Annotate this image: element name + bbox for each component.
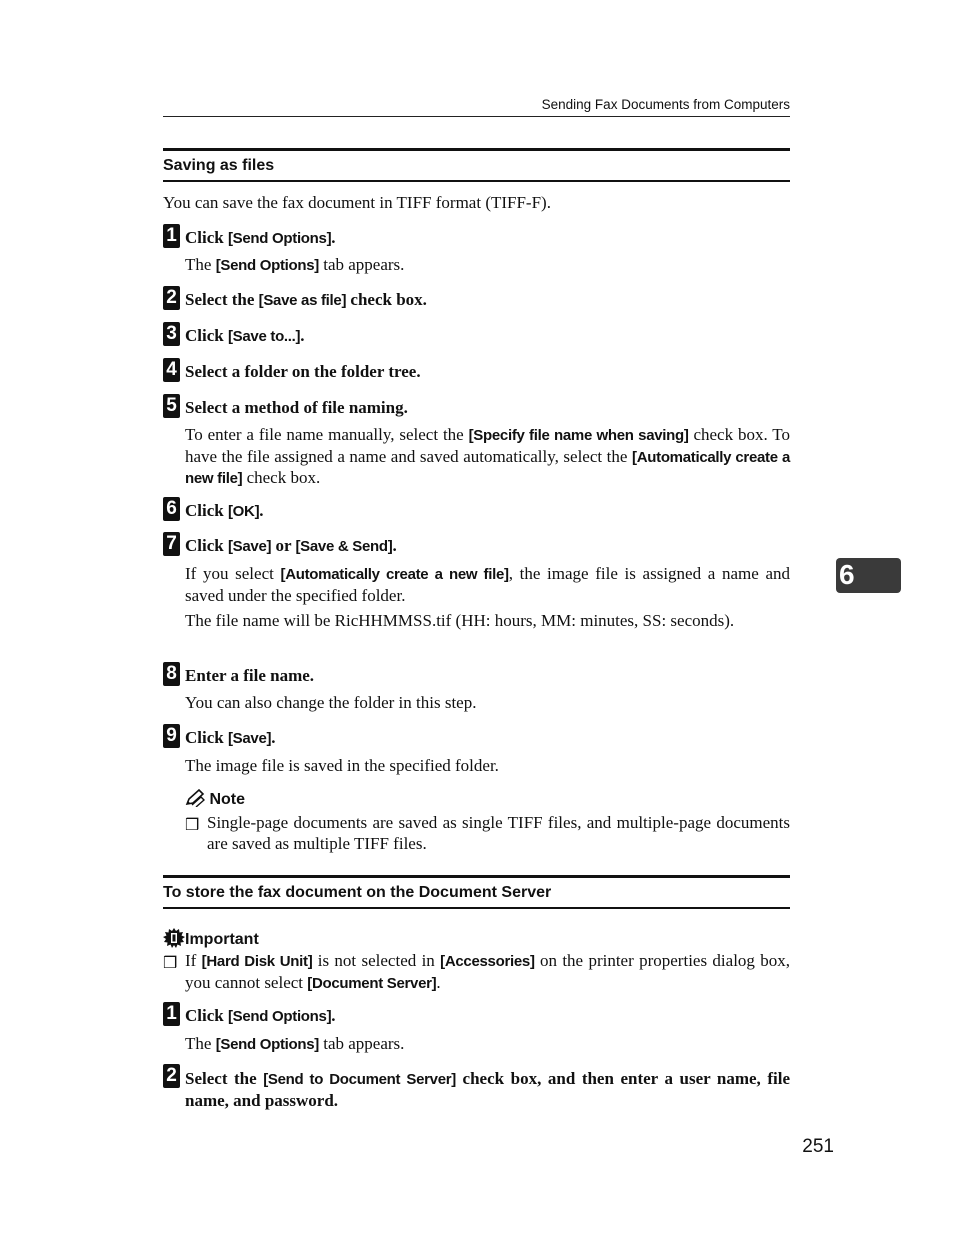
important-badge-icon [163, 928, 185, 948]
step-label: Click [Save to...]. [185, 326, 305, 345]
step-7-filename-note: The file name will be RicHHMMSS.tif (HH: hours, MM: minutes, SS: seconds). [185, 611, 735, 630]
step-number: 4 [163, 358, 180, 382]
step-label: Click [OK]. [185, 501, 264, 520]
running-header-title: Sending Fax Documents from Computers [541, 97, 790, 112]
step-number: 8 [163, 662, 180, 686]
note-heading [185, 789, 245, 809]
section-intro: You can save the fax document in TIFF format (TIFF-F). [163, 193, 551, 212]
step-1 [163, 224, 790, 250]
step-number: 2 [163, 1064, 180, 1088]
step-2-document-server [163, 1064, 790, 1112]
section-title: To store the fax document on the Document Server [163, 884, 552, 901]
step-6 [163, 497, 790, 523]
step-label: Click [Send Options]. [185, 228, 336, 247]
step-number: 1 [163, 1002, 180, 1026]
checkbox-bullet-icon: ❒ [163, 955, 178, 972]
section-heading-saving-as-files [163, 148, 790, 182]
section-heading-document-server [163, 875, 790, 909]
step-8 [163, 662, 790, 688]
note-label: Note [209, 791, 246, 808]
important-heading [163, 928, 259, 949]
important-label: Important [185, 931, 259, 948]
step-9-description: The image file is saved in the specified folder. [185, 756, 499, 775]
step-number: 6 [163, 497, 180, 521]
note-item: Single-page documents are saved as single TIFF files, and multiple-page documents are saved as multiple TIFF files. [207, 813, 790, 853]
step-1-description: The [Send Options] tab appears. [185, 255, 405, 274]
step-number: 3 [163, 322, 180, 346]
step-number: 7 [163, 532, 180, 556]
running-header [163, 96, 790, 117]
step-3 [163, 322, 790, 348]
section-title: Saving as files [163, 157, 275, 174]
chapter-tab [836, 558, 901, 593]
checkbox-bullet-icon: ❒ [185, 817, 200, 834]
step-7 [163, 532, 790, 558]
step-label: Select a method of file naming. [185, 398, 408, 417]
page-number: 251 [802, 1136, 834, 1157]
step-1-document-server [163, 1002, 790, 1028]
step-label: Click [Save] or [Save & Send]. [185, 536, 397, 555]
step-number: 2 [163, 286, 180, 310]
step-label: Select a folder on the folder tree. [185, 362, 421, 381]
step-4 [163, 358, 790, 384]
step-5-description: To enter a file name manually, select the [Specify file name when saving] check box. To have the file assigned a name and saved automatically, select the [Automatically create a new file] check box. [185, 425, 790, 487]
step-label: Click [Send Options]. [185, 1006, 336, 1025]
step-label: Enter a file name. [185, 666, 315, 685]
step-1-document-server-description: The [Send Options] tab appears. [185, 1034, 405, 1053]
step-number: 9 [163, 724, 180, 748]
step-8-description: You can also change the folder in this step. [185, 693, 477, 712]
pencil-icon [185, 789, 205, 807]
step-2 [163, 286, 790, 312]
chapter-number: 6 [839, 559, 855, 590]
step-label: Click [Save]. [185, 728, 276, 747]
step-5 [163, 394, 790, 420]
step-9 [163, 724, 790, 750]
important-text: If [Hard Disk Unit] is not selected in [Accessories] on the printer properties dialog box, you cannot select [Document Server]. [185, 951, 791, 992]
step-label: Select the [Save as file] check box. [185, 290, 427, 309]
step-label: Select the [Send to Document Server] check box, and then enter a user name, file name, and password. [185, 1069, 791, 1110]
step-number: 1 [163, 224, 180, 248]
step-number: 5 [163, 394, 180, 418]
step-7-description: If you select [Automatically create a new file], the image file is assigned a name and saved under the specified folder. [185, 564, 790, 605]
